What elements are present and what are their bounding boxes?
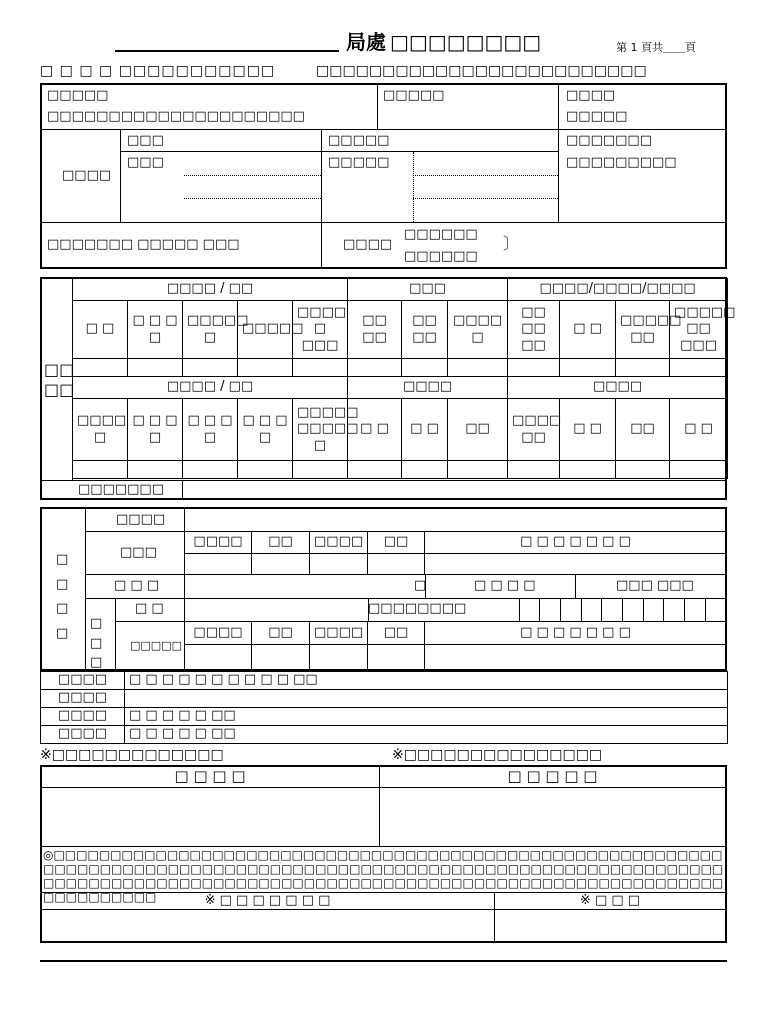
- r5-head: □ □ □ □ □ □ □: [425, 622, 727, 645]
- input-cell[interactable]: [73, 359, 128, 377]
- agent-r3-options[interactable]: □□□ □□□: [616, 578, 694, 593]
- sign-head-right: □ □ □ □ □: [507, 767, 598, 785]
- h2-col: □□: [448, 399, 508, 461]
- category-options[interactable]: □□□□□□□ □□□□□ □□□: [47, 237, 240, 252]
- r5-head: □□□□: [310, 622, 368, 645]
- r2-head: □□□□: [310, 532, 368, 554]
- title-office: 局處: [346, 30, 386, 54]
- phone2-label: □□□□□: [328, 155, 390, 170]
- address1-label: □□□: [127, 133, 164, 148]
- agent-r3-label: □ □ □: [114, 578, 160, 593]
- contact-label: □□□□: [62, 168, 112, 183]
- h2-col: □ □: [402, 399, 448, 461]
- agent-r2-grid: [184, 531, 727, 575]
- h2-col: □ □ □ □: [238, 399, 293, 461]
- group-1: □□□□ / □□: [73, 279, 348, 301]
- group-6: □□□□: [508, 377, 728, 399]
- input-cell[interactable]: [183, 461, 238, 479]
- address2-label: □□□: [127, 155, 164, 170]
- form-id-line: □ □ □ □ □□□□□□□□□□□: [40, 63, 276, 79]
- applicant-name-option[interactable]: □□□□□□□□□□□□□□□□□□□□□: [47, 109, 305, 124]
- input-cell[interactable]: [293, 359, 348, 377]
- agent-r4-mid: □□□□□□□□: [368, 601, 467, 616]
- h2-col: □□□□□ □□□□□ □: [293, 399, 348, 461]
- r5-head: □□: [368, 622, 425, 645]
- sign-area-left[interactable]: [42, 788, 378, 845]
- birth-label: □□□□: [566, 88, 616, 103]
- footer-left-head: ※ □ □ □ □ □ □ □: [204, 893, 331, 908]
- contact-option-1[interactable]: □□□□□□□: [566, 133, 652, 148]
- h2-col: □□□□ □: [73, 399, 128, 461]
- input-cell[interactable]: [252, 554, 310, 575]
- delivery-option-1[interactable]: □□□□□□: [404, 227, 478, 242]
- r5-head: □□: [252, 622, 310, 645]
- input-cell[interactable]: [448, 461, 508, 479]
- item-footer-label: □□□□□□□: [78, 482, 164, 497]
- input-cell[interactable]: [293, 461, 348, 479]
- date-rows: [40, 671, 728, 744]
- input-cell[interactable]: [616, 461, 670, 479]
- date-row-label: □□□□: [41, 690, 125, 708]
- h1-col: □□ □□ □□: [508, 301, 560, 359]
- contact-option-2[interactable]: □□□□□□□□□: [566, 155, 677, 170]
- input-cell[interactable]: [252, 645, 310, 671]
- r2-head: □□: [252, 532, 310, 554]
- agent-r3-mid2: □ □ □ □: [474, 578, 536, 593]
- bottom-rule: [40, 960, 727, 962]
- item-table: [72, 278, 736, 479]
- input-cell[interactable]: [402, 359, 448, 377]
- date-row-value[interactable]: [125, 690, 728, 708]
- h2-col: □□: [616, 399, 670, 461]
- group-2: □□□: [348, 279, 508, 301]
- id-number-label: □□□□□: [383, 88, 445, 103]
- input-cell[interactable]: [310, 645, 368, 671]
- agent-r5-label: □□□□□: [130, 639, 182, 652]
- h2-col: □ □: [348, 399, 402, 461]
- agent-side-label: □ □ □ □: [56, 552, 69, 642]
- h2-col: □ □: [560, 399, 616, 461]
- h2-col: □ □ □ □: [183, 399, 238, 461]
- input-cell[interactable]: [670, 359, 728, 377]
- delivery-label: □□□□: [343, 237, 393, 252]
- h1-col: □□ □□: [348, 301, 402, 359]
- h1-col: □ □ □ □: [128, 301, 183, 359]
- agent-r1-label: □□□□: [116, 512, 166, 527]
- footer-left-input[interactable]: [42, 910, 493, 942]
- input-cell[interactable]: [508, 359, 560, 377]
- date-row-label: □□□□: [41, 672, 125, 690]
- group-3: □□□□/□□□□/□□□□: [508, 279, 728, 301]
- date-row-value[interactable]: □ □ □ □ □ □□: [125, 726, 728, 744]
- input-cell[interactable]: [368, 645, 425, 671]
- input-cell[interactable]: [310, 554, 368, 575]
- consent-paragraph: ◎□□□□□□□□□□□□□□□□□□□□□□□□□□□□□□□□□□□□□□□□□□□□□□□□□□□□□□□□□□□□□□□□□□□□□□□□□□□□□□□□□□□□□□□□□□□□□□□□□□□□□□□□□□□□□□□□□□□□□□□□□□□□□□□□□□□□□□□□□□□□□□□□□□□□□□□□□□□□□□□□□□□□□□□□□□□□□□□□□□□□□□□□□□□□□: [43, 848, 724, 904]
- note-right: ※□□□□□□□□□□□□□□□: [392, 747, 603, 763]
- r2-head: □□□□: [185, 532, 252, 554]
- h1-col: □ □: [560, 301, 616, 359]
- footer-right-head: ※ □ □ □: [579, 893, 641, 908]
- input-cell[interactable]: [448, 359, 508, 377]
- h1-col: □□□□ □: [448, 301, 508, 359]
- input-cell[interactable]: [402, 461, 448, 479]
- agent-r4-side: □ □ □: [90, 616, 103, 670]
- phone1-label: □□□□□: [328, 133, 390, 148]
- input-cell[interactable]: [425, 554, 727, 575]
- h1-col: □ □: [73, 301, 128, 359]
- sign-area-right[interactable]: [380, 788, 725, 845]
- h2-col: □□□□ □□: [508, 399, 560, 461]
- h1-col: □□□□□ □□ □□□: [670, 301, 728, 359]
- page-number: 第 1 頁共＿＿頁: [616, 41, 696, 54]
- note-left: ※□□□□□□□□□□□□□: [40, 747, 224, 763]
- footer-right-input[interactable]: [495, 910, 725, 942]
- agent-r2-label: □□□: [120, 545, 157, 560]
- h2-col: □ □: [670, 399, 728, 461]
- input-cell[interactable]: [670, 461, 728, 479]
- delivery-option-2[interactable]: □□□□□□: [404, 249, 478, 264]
- input-cell[interactable]: [183, 359, 238, 377]
- input-cell[interactable]: [185, 554, 252, 575]
- h1-col: □□□□□ □□: [616, 301, 670, 359]
- applicant-name-label: □□□□□: [47, 88, 109, 103]
- r5-head: □□□□: [185, 622, 252, 645]
- r2-head: □□: [368, 532, 425, 554]
- input-cell[interactable]: [128, 461, 183, 479]
- agent-r5-grid: [184, 621, 727, 671]
- input-cell[interactable]: [238, 461, 293, 479]
- group-5: □□□□: [348, 377, 508, 399]
- input-cell[interactable]: [185, 645, 252, 671]
- input-cell[interactable]: [560, 461, 616, 479]
- input-cell[interactable]: [508, 461, 560, 479]
- sign-head-left: □ □ □ □: [174, 767, 246, 785]
- group-4: □□□□ / □□: [73, 377, 348, 399]
- agent-r3-mid: □: [414, 578, 427, 593]
- input-cell[interactable]: [128, 359, 183, 377]
- title-underline: [115, 50, 339, 52]
- input-cell[interactable]: [348, 461, 402, 479]
- h2-col: □ □ □ □: [128, 399, 183, 461]
- delivery-bracket: 〕: [503, 234, 520, 253]
- input-cell[interactable]: [238, 359, 293, 377]
- input-cell[interactable]: [425, 645, 727, 671]
- item-side-label: □□ □□: [44, 360, 75, 399]
- h1-col: □□□□□ □: [183, 301, 238, 359]
- date-row-value[interactable]: □ □ □ □ □ □□: [125, 708, 728, 726]
- input-cell[interactable]: [616, 359, 670, 377]
- form-type-line: □□□□□□□□□□□□□□□□□□□□□□□□□: [316, 63, 647, 79]
- h1-col: □□□□□: [238, 301, 293, 359]
- agent-r4-label: □ □: [135, 601, 164, 616]
- title-form: □□□□□□□□: [390, 30, 542, 54]
- h1-col: □□□□ □ □□□: [293, 301, 348, 359]
- date-row-value[interactable]: □ □ □ □ □ □ □ □ □ □ □□: [125, 672, 728, 690]
- h1-col: □□ □□: [402, 301, 448, 359]
- date-row-label: □□□□: [41, 708, 125, 726]
- r2-head: □ □ □ □ □ □ □: [425, 532, 727, 554]
- birth-value: □□□□□: [566, 109, 628, 124]
- date-row-label: □□□□: [41, 726, 125, 744]
- input-cell[interactable]: [73, 461, 128, 479]
- input-cell[interactable]: [368, 554, 425, 575]
- input-cell[interactable]: [560, 359, 616, 377]
- input-cell[interactable]: [348, 359, 402, 377]
